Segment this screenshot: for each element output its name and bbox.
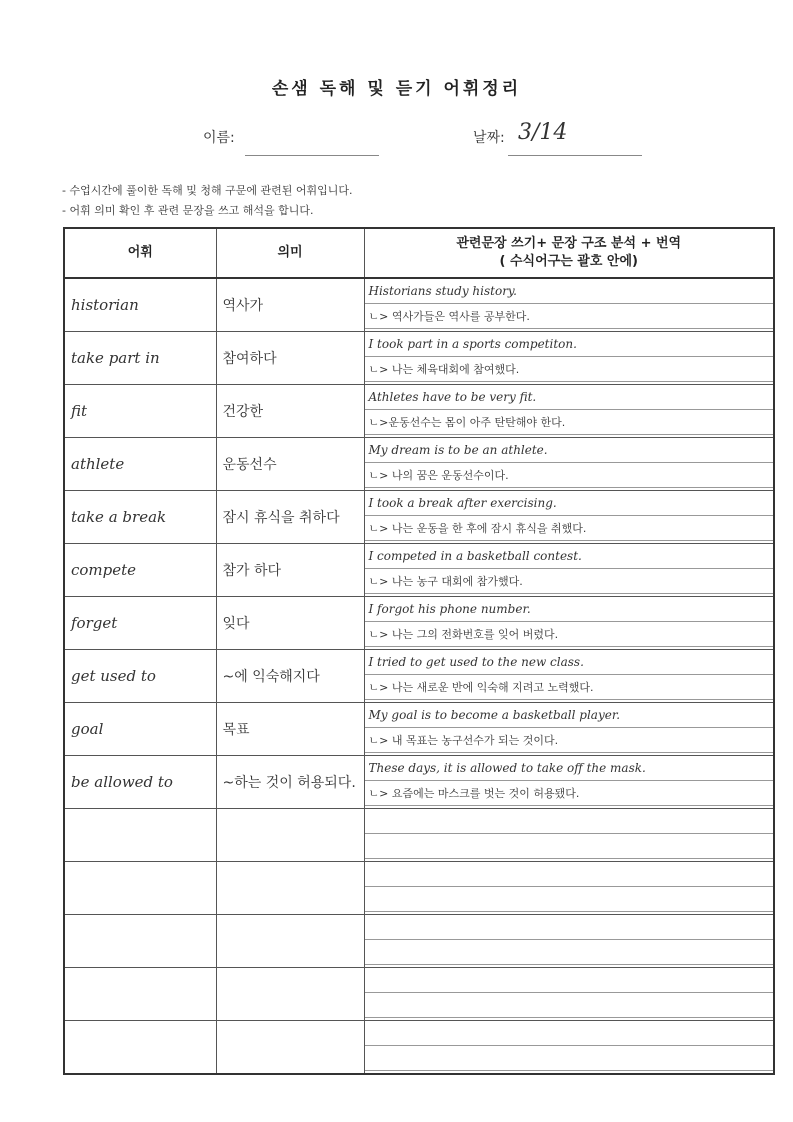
sentence-translation bbox=[365, 887, 774, 912]
vocab-word: athlete bbox=[64, 438, 216, 491]
header-sentence bbox=[364, 228, 774, 278]
example-sentence bbox=[365, 968, 774, 993]
vocab-word: goal bbox=[64, 703, 216, 756]
sentence-translation: ㄴ> 내 목표는 농구선수가 되는 것이다. bbox=[365, 728, 774, 753]
vocab-sentence-cell bbox=[364, 915, 774, 968]
example-sentence: I tried to get used to the new class. bbox=[365, 650, 774, 675]
table-row bbox=[64, 650, 774, 703]
date-value: 3/14 bbox=[518, 120, 568, 145]
vocab-sentence-cell bbox=[364, 1021, 774, 1075]
example-sentence: I took part in a sports competiton. bbox=[365, 332, 774, 357]
name-underline bbox=[245, 155, 379, 156]
table-row bbox=[64, 968, 774, 1021]
vocab-meaning bbox=[216, 809, 364, 862]
vocab-sentence-cell bbox=[364, 756, 774, 809]
example-sentence: Historians study history. bbox=[365, 279, 774, 304]
vocab-word: take a break bbox=[64, 491, 216, 544]
table-row bbox=[64, 332, 774, 385]
vocab-meaning: ~에 익숙해지다 bbox=[216, 650, 364, 703]
vocab-sentence-cell bbox=[364, 332, 774, 385]
vocab-word: compete bbox=[64, 544, 216, 597]
sentence-translation: ㄴ> 나는 농구 대회에 참가했다. bbox=[365, 569, 774, 594]
vocab-meaning: 잠시 휴식을 취하다 bbox=[216, 491, 364, 544]
vocab-meaning: 목표 bbox=[216, 703, 364, 756]
table-row bbox=[64, 915, 774, 968]
vocab-meaning bbox=[216, 1021, 364, 1075]
instruction-line: - 어휘 의미 확인 후 관련 문장을 쓰고 해석을 합니다. bbox=[62, 204, 314, 217]
table-row bbox=[64, 756, 774, 809]
header-sentence-line2: ( 수식어구는 괄호 안에) bbox=[499, 254, 638, 269]
vocab-meaning: ~하는 것이 허용되다. bbox=[216, 756, 364, 809]
table-row bbox=[64, 597, 774, 650]
vocab-word bbox=[64, 915, 216, 968]
name-label: 이름: bbox=[203, 130, 235, 146]
vocab-sentence-cell bbox=[364, 278, 774, 332]
vocab-word bbox=[64, 968, 216, 1021]
sentence-translation bbox=[365, 993, 774, 1018]
vocab-meaning bbox=[216, 862, 364, 915]
vocab-word: get used to bbox=[64, 650, 216, 703]
example-sentence bbox=[365, 1021, 774, 1046]
header-meaning: 의미 bbox=[216, 228, 364, 278]
table-row bbox=[64, 862, 774, 915]
vocab-word: be allowed to bbox=[64, 756, 216, 809]
vocab-sentence-cell bbox=[364, 703, 774, 756]
header-word: 어휘 bbox=[64, 228, 216, 278]
vocab-word bbox=[64, 809, 216, 862]
example-sentence: These days, it is allowed to take off the mask. bbox=[365, 756, 774, 781]
example-sentence: I took a break after exercising. bbox=[365, 491, 774, 516]
vocab-meaning: 참가 하다 bbox=[216, 544, 364, 597]
example-sentence: My goal is to become a basketball player. bbox=[365, 703, 774, 728]
vocab-sentence-cell bbox=[364, 968, 774, 1021]
vocab-word bbox=[64, 1021, 216, 1075]
example-sentence bbox=[365, 862, 774, 887]
vocab-meaning: 참여하다 bbox=[216, 332, 364, 385]
instructions bbox=[62, 181, 352, 221]
vocab-sentence-cell bbox=[364, 544, 774, 597]
table-row bbox=[64, 491, 774, 544]
table-row bbox=[64, 438, 774, 491]
sentence-translation: ㄴ> 나는 운동을 한 후에 잠시 휴식을 취했다. bbox=[365, 516, 774, 541]
vocab-word: forget bbox=[64, 597, 216, 650]
sentence-translation bbox=[365, 1046, 774, 1071]
table-row bbox=[64, 1021, 774, 1075]
vocab-sentence-cell bbox=[364, 650, 774, 703]
vocab-word: historian bbox=[64, 278, 216, 332]
page-title: 손샘 독해 및 듣기 어휘정리 bbox=[271, 79, 522, 99]
header-sentence-line1: 관련문장 쓰기+ 문장 구조 분석 + 번역 bbox=[456, 236, 682, 251]
sentence-translation: ㄴ> 나는 새로운 반에 익숙해 지려고 노력했다. bbox=[365, 675, 774, 700]
table-row bbox=[64, 703, 774, 756]
vocab-sentence-cell bbox=[364, 385, 774, 438]
vocab-meaning: 운동선수 bbox=[216, 438, 364, 491]
example-sentence: My dream is to be an athlete. bbox=[365, 438, 774, 463]
date-label: 날짜: bbox=[473, 130, 505, 146]
vocab-meaning bbox=[216, 915, 364, 968]
sentence-translation: ㄴ> 요즘에는 마스크를 벗는 것이 허용됐다. bbox=[365, 781, 774, 806]
vocab-meaning bbox=[216, 968, 364, 1021]
date-underline bbox=[508, 155, 642, 156]
example-sentence bbox=[365, 809, 774, 834]
sentence-translation: ㄴ>운동선수는 몸이 아주 탄탄해야 한다. bbox=[365, 410, 774, 435]
sentence-translation: ㄴ> 나는 체육대회에 참여했다. bbox=[365, 357, 774, 382]
vocab-meaning: 잊다 bbox=[216, 597, 364, 650]
vocab-sentence-cell bbox=[364, 597, 774, 650]
table-header-row bbox=[64, 228, 774, 278]
table-row bbox=[64, 385, 774, 438]
sentence-translation bbox=[365, 940, 774, 965]
sentence-translation: ㄴ> 역사가들은 역사를 공부한다. bbox=[365, 304, 774, 329]
sentence-translation: ㄴ> 나는 그의 전화번호를 잊어 버렸다. bbox=[365, 622, 774, 647]
instruction-line: - 수업시간에 풀이한 독해 및 청해 구문에 관련된 어휘입니다. bbox=[62, 184, 353, 197]
vocab-sentence-cell bbox=[364, 862, 774, 915]
example-sentence bbox=[365, 915, 774, 940]
table-row bbox=[64, 544, 774, 597]
table-row bbox=[64, 809, 774, 862]
sentence-translation bbox=[365, 834, 774, 859]
vocab-word: fit bbox=[64, 385, 216, 438]
vocab-meaning: 건강한 bbox=[216, 385, 364, 438]
vocab-sentence-cell bbox=[364, 438, 774, 491]
vocab-sentence-cell bbox=[364, 809, 774, 862]
example-sentence: Athletes have to be very fit. bbox=[365, 385, 774, 410]
example-sentence: I forgot his phone number. bbox=[365, 597, 774, 622]
vocab-word: take part in bbox=[64, 332, 216, 385]
sentence-translation: ㄴ> 나의 꿈은 운동선수이다. bbox=[365, 463, 774, 488]
vocab-table bbox=[63, 227, 775, 1075]
vocab-meaning: 역사가 bbox=[216, 278, 364, 332]
vocab-word bbox=[64, 862, 216, 915]
vocab-table-body bbox=[64, 278, 774, 1074]
vocab-sentence-cell bbox=[364, 491, 774, 544]
table-row bbox=[64, 278, 774, 332]
example-sentence: I competed in a basketball contest. bbox=[365, 544, 774, 569]
